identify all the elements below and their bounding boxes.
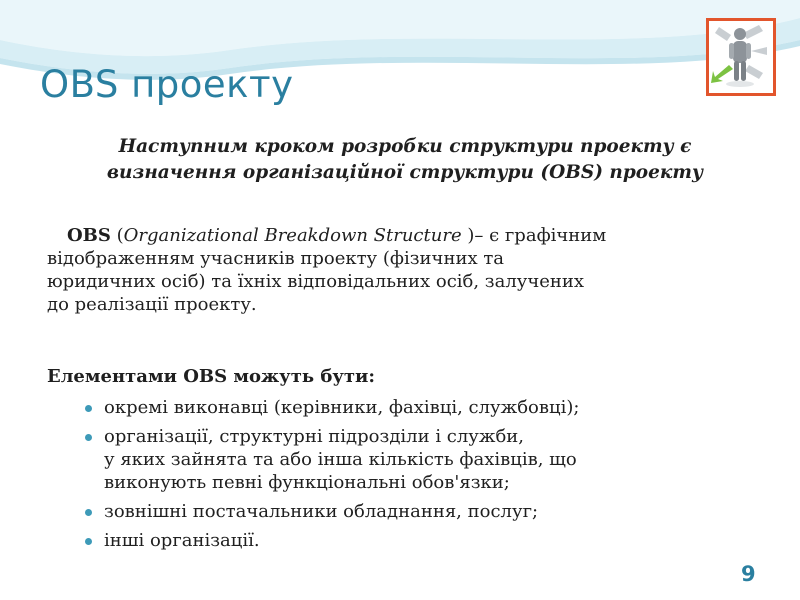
list-item-text: окремі виконавці (керівники, фахівці, службовці); xyxy=(104,397,580,418)
definition-line-1-rest: )– є графічним xyxy=(461,225,607,246)
bullet-icon xyxy=(85,405,92,412)
intro-statement xyxy=(40,134,770,186)
definition-line-3: юридичних осіб) та їхніх відповідальних осіб, залучених xyxy=(47,271,585,292)
slide-title: OBS проекту xyxy=(40,63,294,106)
bullet-icon xyxy=(85,434,92,441)
list-item-text: у яких зайнята та або інша кількість фахівців, що xyxy=(104,449,577,470)
definition-line-4: до реалізації проекту. xyxy=(47,294,257,315)
list-item-text: інші організації. xyxy=(104,530,260,551)
list-item xyxy=(47,500,767,523)
logo-frame xyxy=(706,18,776,96)
obs-full-term: Organizational Breakdown Structure xyxy=(123,225,462,246)
person-with-arrows-icon xyxy=(709,21,773,93)
obs-abbreviation: OBS xyxy=(67,225,111,246)
bullet-icon xyxy=(85,538,92,545)
elements-list xyxy=(47,396,767,558)
list-item xyxy=(47,529,767,552)
definition-line-2: відображенням учасників проекту (фізичних та xyxy=(47,248,505,269)
elements-heading: Елементами OBS можуть бути: xyxy=(47,366,376,387)
bullet-icon xyxy=(85,509,92,516)
list-item xyxy=(47,396,767,419)
definition-open-paren: ( xyxy=(110,225,124,246)
intro-line-1: Наступним кроком розробки структури проекту є xyxy=(118,136,692,157)
list-item-text: організації, структурні підрозділи і служби, xyxy=(104,426,525,447)
list-item-text: виконують певні функціональні обов'язки; xyxy=(104,472,510,493)
list-item xyxy=(47,425,767,494)
page-number: 9 xyxy=(741,562,756,586)
intro-line-2: визначення організаційної структури (OBS) проекту xyxy=(106,162,704,183)
list-item-text: зовнішні постачальники обладнання, послуг; xyxy=(104,501,539,522)
obs-definition xyxy=(47,224,767,316)
